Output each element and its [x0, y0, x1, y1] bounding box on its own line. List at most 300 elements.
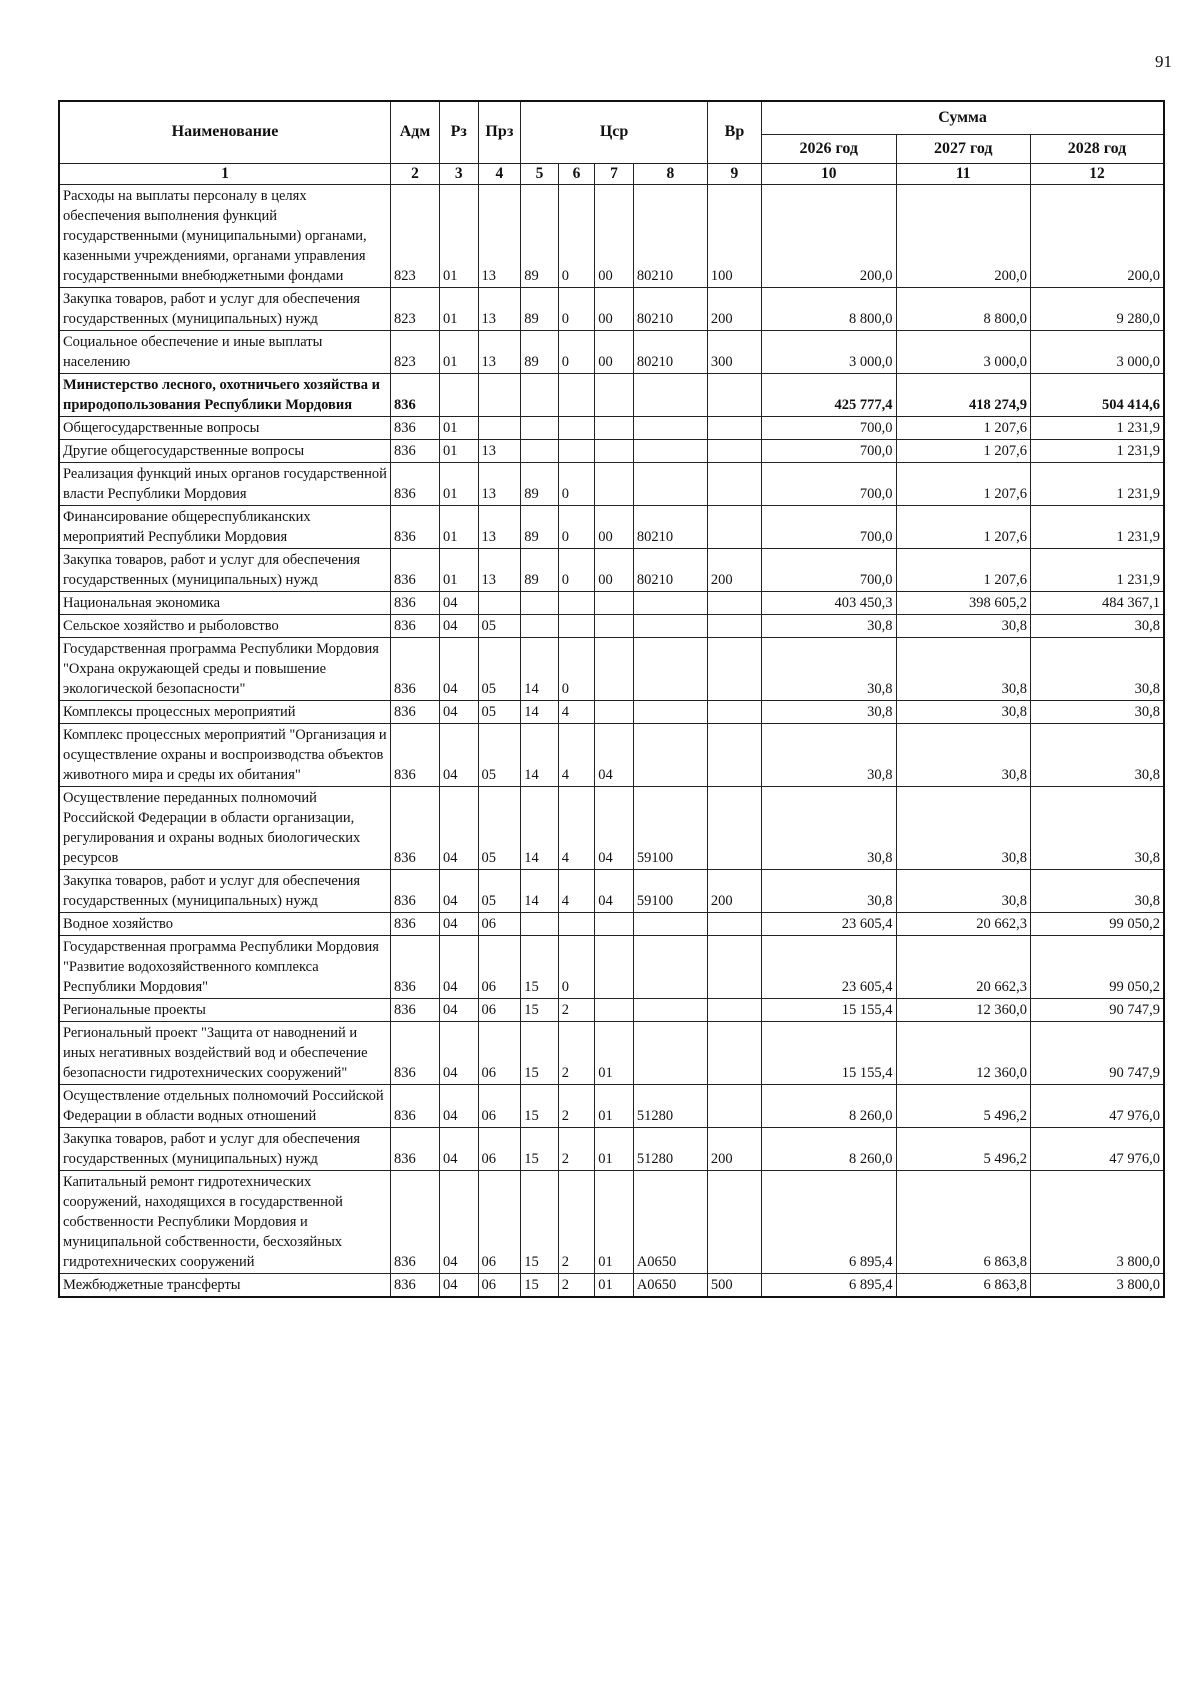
cell-csr-2: 0 [558, 637, 594, 700]
cell-sum-2028: 3 000,0 [1030, 330, 1164, 373]
cell-vr [707, 439, 761, 462]
cell-csr-3 [595, 462, 634, 505]
cell-vr [707, 591, 761, 614]
cell-csr-4: А0650 [633, 1170, 707, 1273]
cell-sum-2027: 6 863,8 [896, 1273, 1030, 1297]
cell-prz [478, 416, 521, 439]
cell-sum-2028: 3 800,0 [1030, 1170, 1164, 1273]
cell-csr-1 [521, 439, 559, 462]
cell-sum-2027: 20 662,3 [896, 912, 1030, 935]
row-name: Капитальный ремонт гидротехнических сооружений, находящихся в государственной собственности Республики Мордовия и муниципальной собственности, бесхозяйных гидротехнических сооружений [59, 1170, 390, 1273]
cell-adm: 836 [390, 723, 439, 786]
cell-sum-2026: 700,0 [762, 416, 896, 439]
cell-csr-3: 01 [595, 1021, 634, 1084]
cell-sum-2028: 30,8 [1030, 869, 1164, 912]
cell-csr-1: 89 [521, 330, 559, 373]
cell-prz: 13 [478, 287, 521, 330]
table-row [59, 184, 1164, 287]
cell-csr-1: 15 [521, 1084, 559, 1127]
cell-sum-2027: 418 274,9 [896, 373, 1030, 416]
cell-csr-3: 00 [595, 548, 634, 591]
cell-csr-3: 01 [595, 1170, 634, 1273]
cell-csr-2: 4 [558, 786, 594, 869]
table-row [59, 416, 1164, 439]
row-name: Закупка товаров, работ и услуг для обеспечения государственных (муниципальных) нужд [59, 287, 390, 330]
cell-rz: 04 [439, 935, 478, 998]
cell-sum-2027: 6 863,8 [896, 1170, 1030, 1273]
cell-csr-2: 4 [558, 700, 594, 723]
row-name: Сельское хозяйство и рыболовство [59, 614, 390, 637]
table-row [59, 869, 1164, 912]
cell-adm: 823 [390, 184, 439, 287]
cell-adm: 823 [390, 287, 439, 330]
cell-sum-2028: 200,0 [1030, 184, 1164, 287]
cell-sum-2027: 5 496,2 [896, 1084, 1030, 1127]
cell-sum-2028: 30,8 [1030, 786, 1164, 869]
cell-adm: 836 [390, 700, 439, 723]
cell-csr-3: 01 [595, 1084, 634, 1127]
cell-csr-3 [595, 416, 634, 439]
cell-vr [707, 912, 761, 935]
cell-csr-3 [595, 591, 634, 614]
budget-table [58, 100, 1165, 1298]
table-row [59, 998, 1164, 1021]
table-row [59, 637, 1164, 700]
cell-vr [707, 614, 761, 637]
cell-csr-2 [558, 439, 594, 462]
cell-sum-2028: 99 050,2 [1030, 935, 1164, 998]
cell-csr-1: 15 [521, 1273, 559, 1297]
cell-rz: 04 [439, 1170, 478, 1273]
cell-sum-2026: 30,8 [762, 723, 896, 786]
cell-rz: 04 [439, 786, 478, 869]
cell-csr-2: 0 [558, 505, 594, 548]
cell-adm: 836 [390, 637, 439, 700]
cell-csr-2: 0 [558, 935, 594, 998]
row-name: Закупка товаров, работ и услуг для обеспечения государственных (муниципальных) нужд [59, 869, 390, 912]
cell-rz: 04 [439, 1084, 478, 1127]
cell-vr [707, 1021, 761, 1084]
table-row [59, 786, 1164, 869]
cell-csr-2 [558, 416, 594, 439]
cell-rz [439, 373, 478, 416]
cell-prz: 05 [478, 700, 521, 723]
cell-vr [707, 1084, 761, 1127]
cell-adm: 836 [390, 416, 439, 439]
cell-adm: 836 [390, 912, 439, 935]
cell-sum-2026: 3 000,0 [762, 330, 896, 373]
cell-rz: 01 [439, 416, 478, 439]
cell-vr [707, 462, 761, 505]
col-number: 8 [633, 163, 707, 184]
cell-rz: 01 [439, 287, 478, 330]
cell-csr-4 [633, 614, 707, 637]
cell-vr [707, 373, 761, 416]
cell-sum-2028: 30,8 [1030, 637, 1164, 700]
cell-csr-1: 89 [521, 548, 559, 591]
cell-csr-1: 15 [521, 1021, 559, 1084]
cell-sum-2026: 8 260,0 [762, 1127, 896, 1170]
cell-vr [707, 1170, 761, 1273]
table-row [59, 1021, 1164, 1084]
cell-sum-2028: 1 231,9 [1030, 548, 1164, 591]
cell-csr-4 [633, 912, 707, 935]
row-name: Закупка товаров, работ и услуг для обеспечения государственных (муниципальных) нужд [59, 548, 390, 591]
row-name: Финансирование общереспубликанских мероприятий Республики Мордовия [59, 505, 390, 548]
cell-sum-2027: 30,8 [896, 723, 1030, 786]
cell-adm: 836 [390, 1273, 439, 1297]
cell-sum-2026: 403 450,3 [762, 591, 896, 614]
cell-csr-4: А0650 [633, 1273, 707, 1297]
cell-sum-2026: 6 895,4 [762, 1170, 896, 1273]
table-row [59, 935, 1164, 998]
cell-prz: 05 [478, 869, 521, 912]
cell-prz: 13 [478, 462, 521, 505]
row-name: Государственная программа Республики Мордовия "Развитие водохозяйственного комплекса Республики Мордовия" [59, 935, 390, 998]
table-row [59, 505, 1164, 548]
cell-rz: 04 [439, 614, 478, 637]
cell-sum-2027: 30,8 [896, 869, 1030, 912]
cell-vr: 200 [707, 548, 761, 591]
cell-csr-3: 01 [595, 1127, 634, 1170]
cell-csr-4 [633, 723, 707, 786]
row-name: Межбюджетные трансферты [59, 1273, 390, 1297]
row-name: Водное хозяйство [59, 912, 390, 935]
cell-sum-2026: 8 260,0 [762, 1084, 896, 1127]
cell-sum-2027: 20 662,3 [896, 935, 1030, 998]
cell-csr-1: 89 [521, 184, 559, 287]
cell-csr-3: 04 [595, 786, 634, 869]
cell-adm: 836 [390, 998, 439, 1021]
cell-csr-1 [521, 591, 559, 614]
cell-adm: 836 [390, 869, 439, 912]
cell-csr-4: 51280 [633, 1084, 707, 1127]
cell-adm: 836 [390, 591, 439, 614]
cell-sum-2028: 3 800,0 [1030, 1273, 1164, 1297]
cell-prz: 06 [478, 935, 521, 998]
row-name: Социальное обеспечение и иные выплаты населению [59, 330, 390, 373]
cell-csr-2 [558, 373, 594, 416]
cell-adm: 823 [390, 330, 439, 373]
header-adm: Адм [390, 101, 439, 163]
budget-table-container [58, 100, 1165, 1298]
cell-prz [478, 373, 521, 416]
cell-adm: 836 [390, 1170, 439, 1273]
cell-csr-1: 89 [521, 462, 559, 505]
table-row [59, 912, 1164, 935]
cell-csr-1 [521, 614, 559, 637]
cell-csr-2: 4 [558, 869, 594, 912]
cell-csr-3: 04 [595, 723, 634, 786]
cell-sum-2026: 425 777,4 [762, 373, 896, 416]
col-number: 9 [707, 163, 761, 184]
row-name: Реализация функций иных органов государственной власти Республики Мордовия [59, 462, 390, 505]
table-body [59, 184, 1164, 1297]
cell-prz: 06 [478, 1021, 521, 1084]
cell-vr [707, 935, 761, 998]
cell-csr-1: 14 [521, 723, 559, 786]
cell-csr-2: 2 [558, 1273, 594, 1297]
cell-rz: 04 [439, 1021, 478, 1084]
cell-sum-2027: 5 496,2 [896, 1127, 1030, 1170]
col-number: 7 [595, 163, 634, 184]
cell-csr-1: 15 [521, 998, 559, 1021]
cell-sum-2028: 90 747,9 [1030, 1021, 1164, 1084]
cell-csr-4 [633, 637, 707, 700]
cell-vr [707, 416, 761, 439]
cell-sum-2027: 12 360,0 [896, 1021, 1030, 1084]
cell-vr: 200 [707, 287, 761, 330]
cell-csr-2 [558, 912, 594, 935]
cell-sum-2028: 9 280,0 [1030, 287, 1164, 330]
cell-rz: 04 [439, 700, 478, 723]
cell-vr: 200 [707, 869, 761, 912]
cell-csr-3: 04 [595, 869, 634, 912]
cell-csr-4: 59100 [633, 786, 707, 869]
table-row [59, 1273, 1164, 1297]
cell-csr-4 [633, 439, 707, 462]
cell-adm: 836 [390, 1084, 439, 1127]
cell-sum-2027: 30,8 [896, 700, 1030, 723]
cell-prz: 06 [478, 1084, 521, 1127]
cell-vr [707, 505, 761, 548]
cell-sum-2026: 30,8 [762, 869, 896, 912]
row-name: Осуществление отдельных полномочий Российской Федерации в области водных отношений [59, 1084, 390, 1127]
header-csr: Цср [521, 101, 708, 163]
cell-sum-2026: 30,8 [762, 614, 896, 637]
cell-sum-2026: 200,0 [762, 184, 896, 287]
cell-sum-2027: 30,8 [896, 614, 1030, 637]
cell-csr-1 [521, 373, 559, 416]
col-number: 6 [558, 163, 594, 184]
cell-vr: 100 [707, 184, 761, 287]
cell-vr [707, 998, 761, 1021]
cell-sum-2026: 30,8 [762, 786, 896, 869]
cell-csr-2: 2 [558, 1084, 594, 1127]
cell-csr-4 [633, 700, 707, 723]
cell-rz: 04 [439, 1273, 478, 1297]
cell-sum-2027: 8 800,0 [896, 287, 1030, 330]
cell-sum-2028: 504 414,6 [1030, 373, 1164, 416]
cell-sum-2026: 700,0 [762, 462, 896, 505]
cell-csr-1: 14 [521, 637, 559, 700]
table-row [59, 591, 1164, 614]
cell-csr-3 [595, 935, 634, 998]
cell-csr-3 [595, 912, 634, 935]
cell-adm: 836 [390, 614, 439, 637]
cell-csr-2: 0 [558, 184, 594, 287]
table-row [59, 330, 1164, 373]
cell-rz: 01 [439, 462, 478, 505]
table-row [59, 1127, 1164, 1170]
cell-sum-2026: 700,0 [762, 548, 896, 591]
cell-csr-2: 2 [558, 998, 594, 1021]
cell-rz: 01 [439, 184, 478, 287]
cell-sum-2027: 1 207,6 [896, 462, 1030, 505]
cell-sum-2027: 1 207,6 [896, 416, 1030, 439]
cell-csr-2 [558, 614, 594, 637]
cell-csr-1: 14 [521, 700, 559, 723]
cell-rz: 04 [439, 591, 478, 614]
table-row [59, 287, 1164, 330]
cell-csr-1: 15 [521, 1170, 559, 1273]
page-number: 91 [1155, 52, 1172, 71]
cell-sum-2026: 30,8 [762, 700, 896, 723]
cell-csr-3 [595, 614, 634, 637]
row-name: Другие общегосударственные вопросы [59, 439, 390, 462]
row-name: Общегосударственные вопросы [59, 416, 390, 439]
table-row [59, 1084, 1164, 1127]
col-number: 4 [478, 163, 521, 184]
cell-vr [707, 637, 761, 700]
cell-csr-1: 89 [521, 287, 559, 330]
cell-csr-4 [633, 935, 707, 998]
row-name: Министерство лесного, охотничьего хозяйства и природопользования Республики Мордовия [59, 373, 390, 416]
cell-sum-2026: 15 155,4 [762, 998, 896, 1021]
cell-csr-3: 00 [595, 505, 634, 548]
cell-sum-2026: 700,0 [762, 505, 896, 548]
cell-sum-2027: 12 360,0 [896, 998, 1030, 1021]
row-name: Расходы на выплаты персоналу в целях обеспечения выполнения функций государственными (муниципальными) органами, казенными учреждениями, органами управления государственными внебюджетными фондами [59, 184, 390, 287]
cell-prz: 13 [478, 439, 521, 462]
cell-rz: 04 [439, 912, 478, 935]
cell-sum-2028: 1 231,9 [1030, 416, 1164, 439]
cell-csr-1: 14 [521, 786, 559, 869]
cell-csr-1: 89 [521, 505, 559, 548]
cell-adm: 836 [390, 786, 439, 869]
cell-csr-3: 00 [595, 287, 634, 330]
cell-vr [707, 700, 761, 723]
cell-vr: 300 [707, 330, 761, 373]
cell-sum-2026: 6 895,4 [762, 1273, 896, 1297]
header-sum: Сумма [762, 101, 1164, 134]
cell-sum-2026: 23 605,4 [762, 935, 896, 998]
cell-sum-2028: 90 747,9 [1030, 998, 1164, 1021]
col-number: 1 [59, 163, 390, 184]
cell-vr: 200 [707, 1127, 761, 1170]
cell-rz: 01 [439, 548, 478, 591]
header-year-2026: 2026 год [762, 134, 896, 163]
cell-csr-2 [558, 591, 594, 614]
cell-rz: 04 [439, 869, 478, 912]
cell-sum-2027: 3 000,0 [896, 330, 1030, 373]
header-rz: Рз [439, 101, 478, 163]
col-number: 5 [521, 163, 559, 184]
col-number: 12 [1030, 163, 1164, 184]
cell-csr-4 [633, 998, 707, 1021]
cell-sum-2026: 15 155,4 [762, 1021, 896, 1084]
cell-sum-2027: 1 207,6 [896, 505, 1030, 548]
cell-prz: 05 [478, 614, 521, 637]
cell-csr-4 [633, 416, 707, 439]
row-name: Региональный проект "Защита от наводнений и иных негативных воздействий вод и обеспечение безопасности гидротехнических сооружений" [59, 1021, 390, 1084]
cell-csr-4: 59100 [633, 869, 707, 912]
table-row [59, 1170, 1164, 1273]
cell-sum-2026: 700,0 [762, 439, 896, 462]
cell-csr-3 [595, 439, 634, 462]
header-year-2027: 2027 год [896, 134, 1030, 163]
cell-csr-2: 2 [558, 1127, 594, 1170]
col-number: 11 [896, 163, 1030, 184]
table-row [59, 439, 1164, 462]
cell-csr-4 [633, 591, 707, 614]
cell-csr-1: 15 [521, 1127, 559, 1170]
row-name: Государственная программа Республики Мордовия "Охрана окружающей среды и повышение экологической безопасности" [59, 637, 390, 700]
table-row [59, 723, 1164, 786]
cell-prz: 05 [478, 786, 521, 869]
cell-sum-2028: 1 231,9 [1030, 505, 1164, 548]
col-number: 10 [762, 163, 896, 184]
cell-sum-2027: 1 207,6 [896, 439, 1030, 462]
cell-rz: 04 [439, 1127, 478, 1170]
cell-csr-2: 4 [558, 723, 594, 786]
cell-sum-2028: 484 367,1 [1030, 591, 1164, 614]
cell-csr-4: 80210 [633, 287, 707, 330]
header-prz: Прз [478, 101, 521, 163]
cell-csr-3 [595, 998, 634, 1021]
cell-rz: 04 [439, 998, 478, 1021]
cell-csr-2: 2 [558, 1021, 594, 1084]
cell-sum-2028: 47 976,0 [1030, 1127, 1164, 1170]
col-number: 3 [439, 163, 478, 184]
cell-csr-1: 14 [521, 869, 559, 912]
cell-prz: 13 [478, 505, 521, 548]
cell-csr-2: 2 [558, 1170, 594, 1273]
cell-sum-2028: 99 050,2 [1030, 912, 1164, 935]
cell-csr-3: 00 [595, 330, 634, 373]
cell-adm: 836 [390, 505, 439, 548]
cell-prz: 13 [478, 330, 521, 373]
cell-csr-3 [595, 637, 634, 700]
row-name: Национальная экономика [59, 591, 390, 614]
cell-prz: 13 [478, 184, 521, 287]
cell-csr-4 [633, 373, 707, 416]
cell-csr-4: 80210 [633, 330, 707, 373]
cell-sum-2027: 30,8 [896, 637, 1030, 700]
table-row [59, 462, 1164, 505]
cell-rz: 04 [439, 723, 478, 786]
row-name: Региональные проекты [59, 998, 390, 1021]
cell-adm: 836 [390, 548, 439, 591]
table-row [59, 614, 1164, 637]
cell-csr-4: 80210 [633, 548, 707, 591]
cell-csr-4 [633, 462, 707, 505]
cell-csr-2: 0 [558, 330, 594, 373]
col-number: 2 [390, 163, 439, 184]
cell-adm: 836 [390, 373, 439, 416]
cell-prz: 05 [478, 723, 521, 786]
cell-adm: 836 [390, 935, 439, 998]
row-name: Осуществление переданных полномочий Российской Федерации в области организации, регулирования и охраны водных биологических ресурсов [59, 786, 390, 869]
cell-sum-2026: 30,8 [762, 637, 896, 700]
cell-csr-4: 51280 [633, 1127, 707, 1170]
cell-sum-2027: 30,8 [896, 786, 1030, 869]
cell-csr-4: 80210 [633, 184, 707, 287]
cell-prz: 06 [478, 912, 521, 935]
cell-csr-1 [521, 416, 559, 439]
header-name: Наименование [59, 101, 390, 163]
cell-csr-3 [595, 700, 634, 723]
cell-prz: 13 [478, 548, 521, 591]
cell-adm: 836 [390, 439, 439, 462]
cell-sum-2027: 398 605,2 [896, 591, 1030, 614]
cell-csr-2: 0 [558, 287, 594, 330]
cell-prz: 06 [478, 1170, 521, 1273]
cell-rz: 01 [439, 330, 478, 373]
cell-rz: 01 [439, 439, 478, 462]
cell-sum-2028: 1 231,9 [1030, 462, 1164, 505]
cell-csr-2: 0 [558, 462, 594, 505]
